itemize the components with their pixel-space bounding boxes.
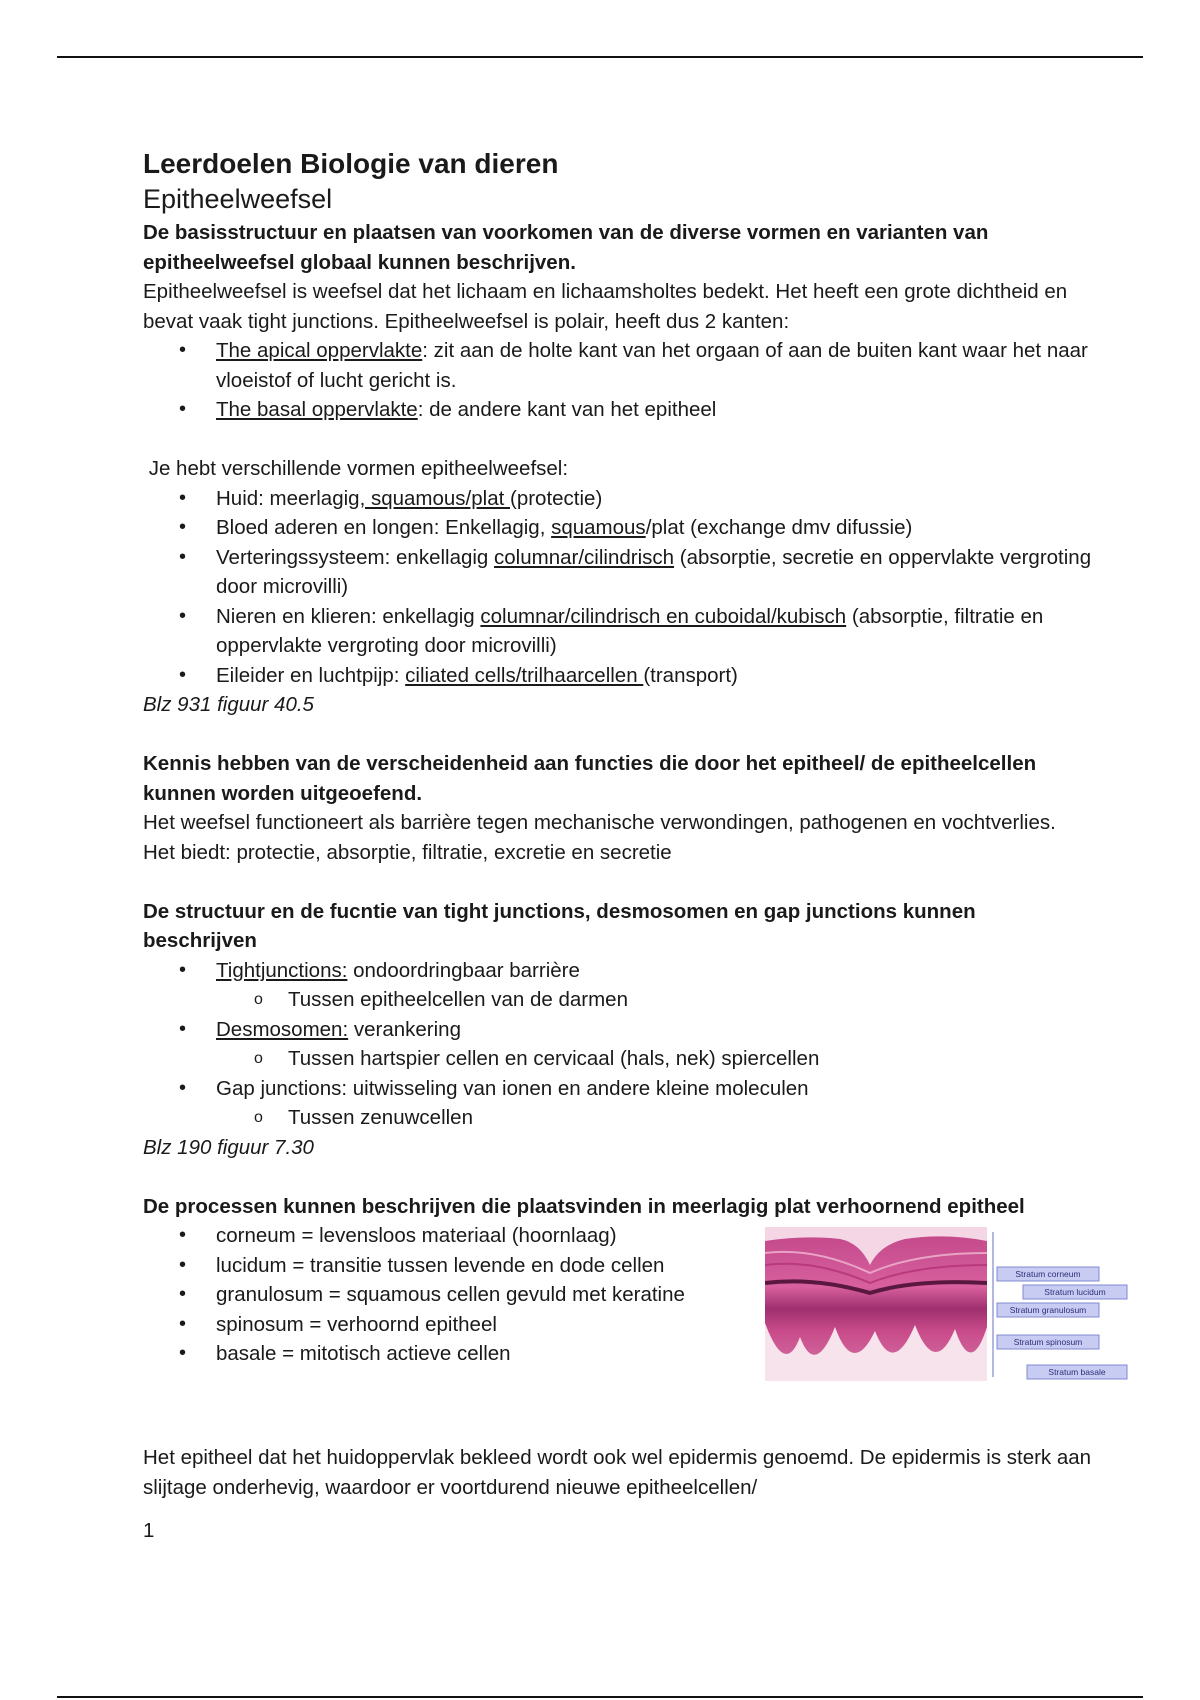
junctions-list [143, 956, 1093, 1133]
learning-goal-2-text: Het weefsel functioneert als barrière tegen mechanische verwondingen, pathogenen en vochtverlies. Het biedt: protectie, absorptie, filtratie, excretie en secretie [143, 811, 1056, 864]
learning-goal-4-heading: De processen kunnen beschrijven die plaatsvinden in meerlagig plat verhoornend epitheel [143, 1194, 1025, 1218]
list-item: • lucidum = transitie tussen levende en dode cellen [143, 1251, 743, 1281]
document-page [143, 146, 1106, 1546]
sub-list-item: o Tussen zenuwcellen [143, 1103, 1093, 1133]
figure-label-basale: Stratum basale [1048, 1367, 1106, 1377]
figure-reference: Blz 190 figuur 7.30 [143, 1135, 314, 1159]
forms-list [143, 484, 1093, 691]
figure-label-spinosum: Stratum spinosum [1013, 1337, 1083, 1347]
list-item: • Desmosomen: verankering [143, 1015, 1093, 1045]
learning-goal-1-intro: Epitheelweefsel is weefsel dat het lichaam en lichaamsholtes bedekt. Het heeft een grote dichtheid en bevat vaak tight junctions. Epitheelweefsel is polair, heeft dus 2 kanten: [143, 280, 1068, 333]
surface-list [143, 336, 1093, 425]
list-item: • Bloed aderen en longen: Enkellagig, squamous/plat (exchange dmv difussie) [143, 513, 1093, 543]
list-item: • The basal oppervlakte: de andere kant van het epitheel [143, 395, 1093, 425]
sub-list-item: o Tussen epitheelcellen van de darmen [143, 985, 1093, 1015]
list-item: • Gap junctions: uitwisseling van ionen en andere kleine moleculen [143, 1074, 1093, 1104]
figure-reference: Blz 931 figuur 40.5 [143, 693, 314, 716]
learning-goal-1-heading: De basisstructuur en plaatsen van voorkomen van de diverse vormen en varianten van epitheelweefsel globaal kunnen beschrijven. [143, 221, 989, 274]
learning-goal-2-heading: Kennis hebben van de verscheidenheid aan functies die door het epitheel/ de epitheelcellen kunnen worden uitgeoefend. [143, 752, 1037, 805]
list-item: • The apical oppervlakte: zit aan de holte kant van het orgaan of aan de buiten kant waar het naar vloeistof of lucht gericht is. [143, 336, 1093, 395]
forms-intro: Je hebt verschillende vormen epitheelweefsel: [143, 457, 569, 480]
list-item: • granulosum = squamous cellen gevuld met keratine [143, 1280, 743, 1310]
list-item: • Nieren en klieren: enkellagig columnar/cilindrisch en cuboidal/kubisch (absorptie, filtratie en oppervlakte vergroting door microvilli) [143, 602, 1093, 661]
list-item: • corneum = levensloos materiaal (hoornlaag) [143, 1221, 743, 1251]
sub-list-item: o Tussen hartspier cellen en cervicaal (hals, nek) spiercellen [143, 1044, 1093, 1074]
list-item: • Huid: meerlagig, squamous/plat (protectie) [143, 484, 1093, 514]
header-rule [57, 56, 1143, 58]
list-item: • basale = mitotisch actieve cellen [143, 1339, 743, 1369]
section-title: Epitheelweefsel [143, 184, 333, 214]
list-item: • Verteringssysteem: enkellagig columnar/cilindrisch (absorptie, secretie en oppervlakte vergroting door microvilli) [143, 543, 1093, 602]
closing-paragraph: Het epitheel dat het huidoppervlak bekleed wordt ook wel epidermis genoemd. De epidermis is sterk aan slijtage onderhevig, waardoor er voortdurend nieuwe epitheelcellen/ [143, 1446, 1092, 1499]
learning-goal-3-heading: De structuur en de fucntie van tight junctions, desmosomen en gap junctions kunnen beschrijven [143, 899, 976, 952]
epidermis-figure [765, 1227, 1131, 1381]
list-item: • Tightjunctions: ondoordringbaar barrière [143, 956, 1093, 986]
page-number: 1 [143, 1519, 155, 1542]
figure-label-corneum: Stratum corneum [1015, 1269, 1081, 1279]
document-title: Leerdoelen Biologie van dieren [143, 148, 559, 179]
strata-list [143, 1221, 743, 1369]
list-item: • spinosum = verhoornd epitheel [143, 1310, 743, 1340]
strata-section [143, 1221, 1106, 1381]
figure-label-granulosum: Stratum granulosum [1009, 1305, 1087, 1315]
list-item: • Eileider en luchtpijp: ciliated cells/trilhaarcellen (transport) [143, 661, 1093, 691]
figure-label-lucidum: Stratum lucidum [1044, 1287, 1106, 1297]
footer-rule [57, 1696, 1143, 1698]
